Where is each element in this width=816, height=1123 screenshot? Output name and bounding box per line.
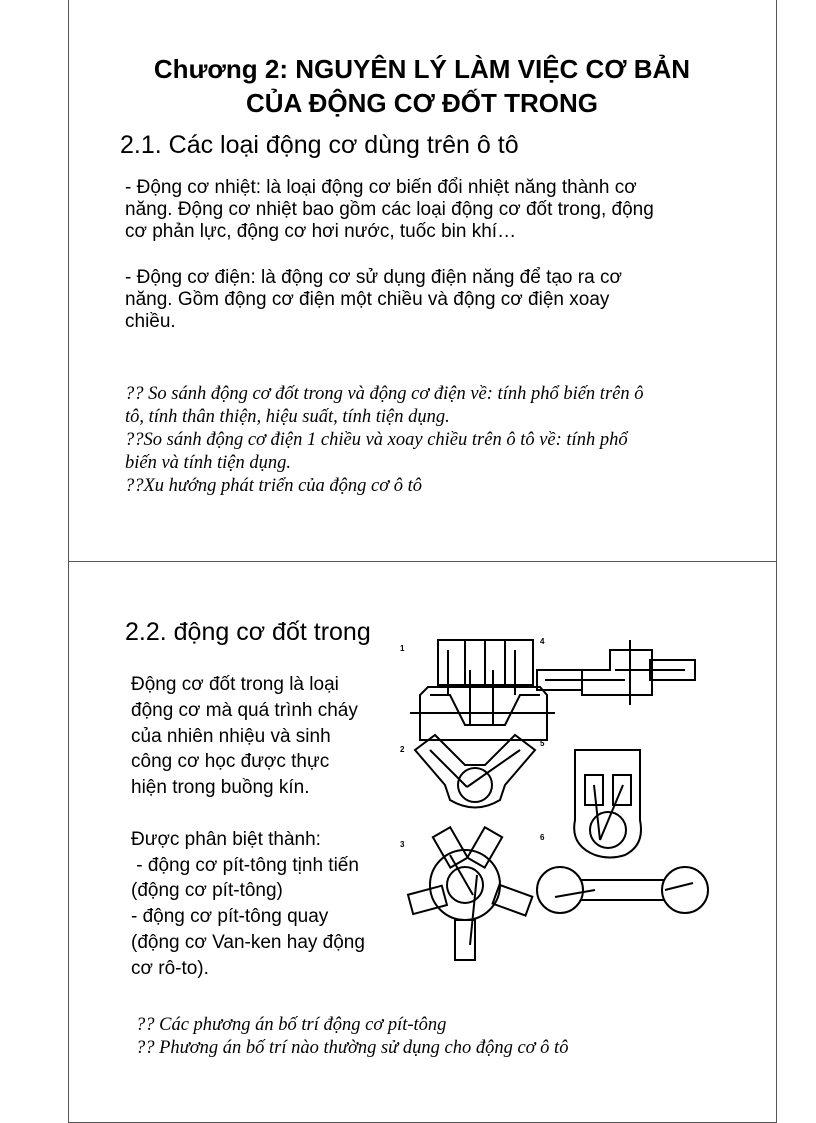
text-line: cơ phản lực, động cơ hơi nước, tuốc bin khí… [125, 221, 517, 242]
heat-engine-paragraph [125, 177, 654, 243]
section-heading-2-1: 2.1. Các loại động cơ dùng trên ô tô [120, 131, 519, 159]
title-line: Chương 2: NGUYÊN LÝ LÀM VIỆC CƠ BẢN [153, 54, 691, 84]
text-line: công cơ học được thực [131, 751, 330, 773]
section-heading-2-2: 2.2. động cơ đốt trong [125, 618, 371, 646]
v-engine-figure [415, 735, 535, 808]
text-line: ?? So sánh động cơ đốt trong và động cơ điện về: tính phổ biến trên ô [125, 384, 644, 404]
figure-label: 2 [400, 745, 405, 754]
text-line: - động cơ pít-tông tịnh tiến [131, 854, 359, 876]
discussion-questions-1 [125, 383, 644, 498]
text-line: ?? Phương án bố trí nào thường sử dụng cho động cơ ô tô [136, 1038, 569, 1058]
text-line: - Động cơ điện: là động cơ sử dụng điện năng để tạo ra cơ [125, 267, 622, 288]
text-line: (động cơ Van-ken hay động [131, 931, 365, 953]
engine-layouts-diagram [395, 635, 715, 965]
text-line: (động cơ pít-tông) [131, 880, 283, 902]
slide-divider [68, 561, 776, 562]
boxer-engine-figure [537, 640, 695, 705]
text-line: cơ rô-to). [131, 957, 209, 979]
text-line: Động cơ đốt trong là loại [131, 674, 339, 695]
figure-label: 4 [540, 637, 545, 646]
ice-description [131, 672, 365, 982]
text-line: của nhiên nhiệu và sinh [131, 725, 331, 747]
electric-motor-paragraph [125, 267, 622, 333]
opposed-piston-engine-figure [574, 750, 641, 858]
text-line: tô, tính thân thiện, hiệu suất, tính tiện dụng. [125, 407, 450, 427]
text-line: năng. Gồm động cơ điện một chiều và động cơ điện xoay [125, 289, 610, 310]
text-line: Được phân biệt thành: [131, 828, 321, 850]
opposed-cylinder-engine-figure [537, 867, 708, 913]
figure-label: 3 [400, 840, 405, 849]
discussion-questions-2 [136, 1014, 568, 1060]
text-line: hiện trong buồng kín. [131, 777, 310, 799]
chapter-title [68, 52, 776, 120]
text-line: ??So sánh động cơ điện 1 chiều và xoay chiều trên ô tô về: tính phổ [125, 430, 628, 450]
text-line: động cơ mà quá trình cháy [131, 699, 358, 721]
text-line: chiều. [125, 311, 176, 332]
text-line: biến và tính tiện dụng. [125, 453, 291, 473]
text-line: năng. Động cơ nhiệt bao gồm các loại động cơ đốt trong, động [125, 199, 654, 220]
radial-engine-figure [408, 827, 532, 960]
figure-label: 6 [540, 833, 545, 842]
figure-label: 5 [540, 739, 545, 748]
text-line: - Động cơ nhiệt: là loại động cơ biến đổi nhiệt năng thành cơ [125, 177, 637, 198]
figure-label: 1 [400, 644, 405, 653]
text-line: - động cơ pít-tông quay [131, 906, 329, 928]
text-line: ?? Các phương án bố trí động cơ pít-tông [136, 1015, 447, 1035]
text-line: ??Xu hướng phát triển của động cơ ô tô [125, 476, 423, 496]
text-line [131, 801, 365, 827]
inline-engine-figure [410, 640, 555, 740]
title-line: CỦA ĐỘNG CƠ ĐỐT TRONG [246, 88, 598, 118]
